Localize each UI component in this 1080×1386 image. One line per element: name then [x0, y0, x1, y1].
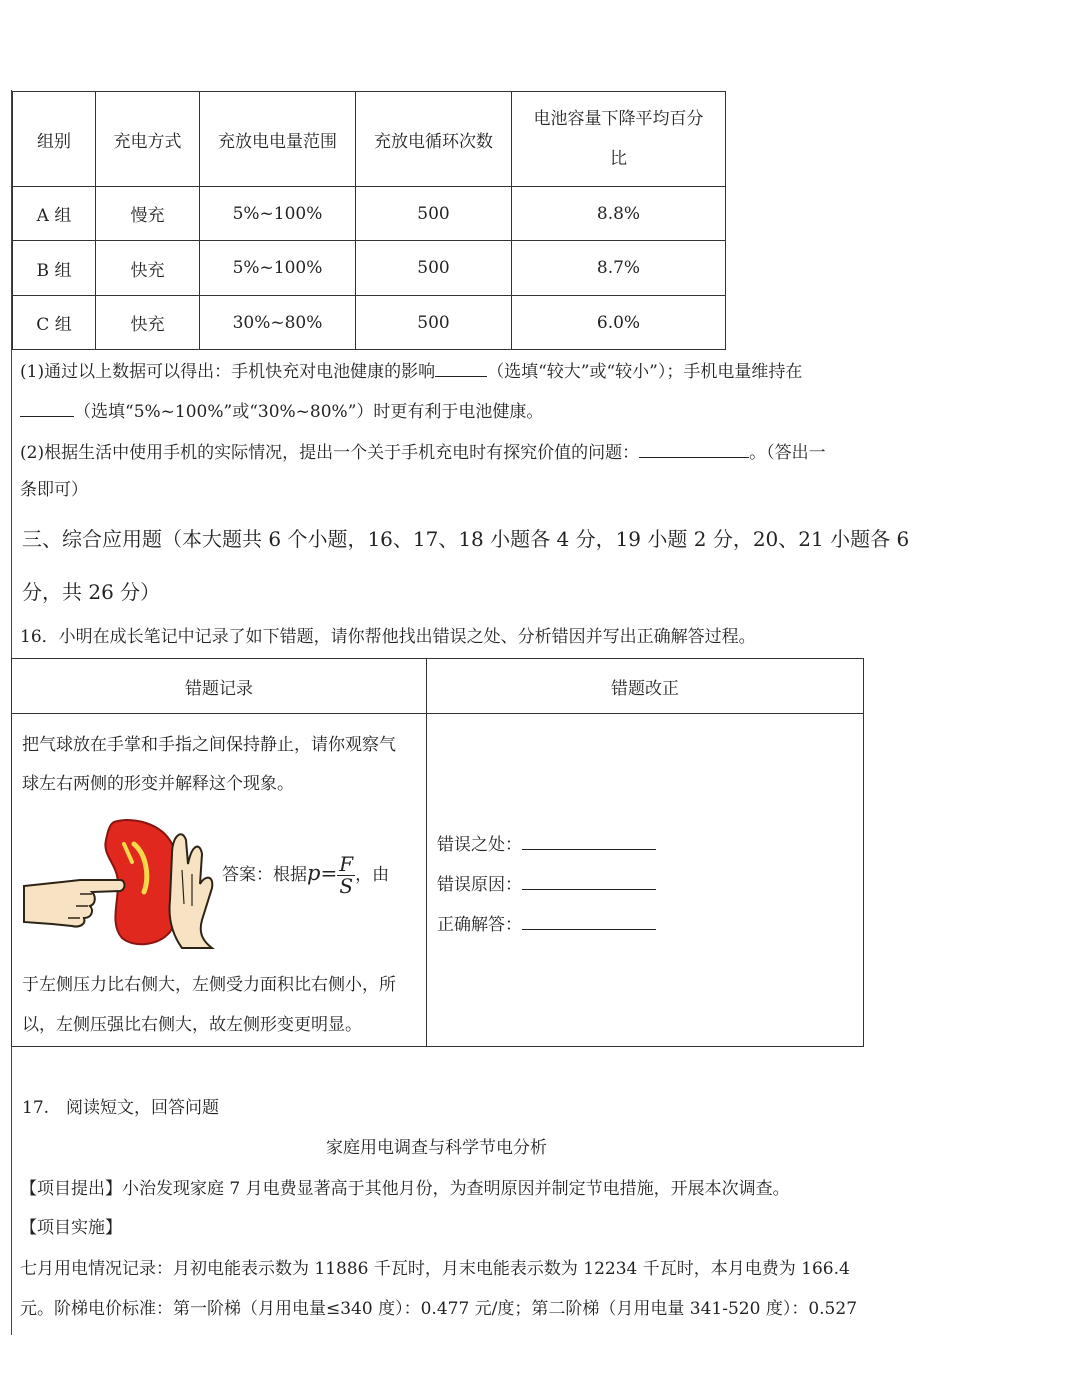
table-cell: 慢充	[96, 187, 200, 241]
table-row	[13, 241, 726, 296]
answer-blank[interactable]	[435, 362, 487, 377]
header-cell: 充放电循环次数	[356, 92, 512, 187]
table-cell: 8.7%	[512, 241, 726, 296]
answer-line2: 于左侧压力比右侧大，左侧受力面积比右侧小，所	[22, 975, 396, 995]
formula-equals: =	[320, 861, 338, 885]
header-cell	[512, 92, 726, 187]
table-cell: 快充	[96, 241, 200, 296]
problem-line2: 球左右两侧的形变并解释这个现象。	[22, 774, 294, 794]
header-cell: 组别	[13, 92, 96, 187]
q17-para3: 七月用电情况记录：月初电能表示数为 11886 千瓦时，月末电能表示数为 12234 千瓦时，本月电费为 166.4	[20, 1259, 850, 1279]
answer-line1	[222, 854, 389, 897]
table-row	[13, 296, 726, 350]
table-cell: 5%~100%	[200, 241, 356, 296]
q17-para2: 【项目实施】	[20, 1218, 122, 1238]
charging-data-table	[12, 91, 726, 350]
answer-blank[interactable]	[522, 875, 656, 890]
error-record-cell	[12, 714, 427, 1047]
table-cell: 500	[356, 241, 512, 296]
table-cell: 6.0%	[512, 296, 726, 350]
q16-stem: 16．小明在成长笔记中记录了如下错题，请你帮他找出错误之处、分析错因并写出正确解答过程。	[20, 627, 756, 647]
answer-line3: 以，左侧压强比右侧大，故左侧形变更明显。	[22, 1015, 362, 1035]
formula-p: p	[307, 861, 321, 885]
answer-blank[interactable]	[522, 915, 656, 930]
fix-reason-row	[437, 870, 656, 895]
answer-text: ，由	[355, 865, 390, 885]
q15-part2-line1	[20, 443, 826, 462]
table-cell: 8.8%	[512, 187, 726, 241]
q15-part1-line1	[20, 362, 802, 381]
q17-stem: 17. 阅读短文，回答问题	[22, 1098, 220, 1118]
header-cell: 充放电电量范围	[200, 92, 356, 187]
formula-denominator: S	[339, 874, 354, 898]
table-cell: 500	[356, 187, 512, 241]
q15-text: （选填“5%~100%”或“30%~80%”）时更有利于电池健康。	[74, 402, 544, 422]
fix-label: 正确解答：	[437, 915, 522, 935]
table-cell: 500	[356, 296, 512, 350]
answer-blank[interactable]	[522, 835, 656, 850]
col-header-correction: 错题改正	[427, 659, 864, 714]
table-cell: 快充	[96, 296, 200, 350]
balloon-hand-illustration	[22, 814, 217, 949]
correction-cell	[427, 714, 864, 1047]
pressure-formula-fraction	[337, 854, 355, 897]
section3-heading-line1: 三、综合应用题（本大题共 6 个小题，16、17、18 小题各 4 分，19 小题 2 分，20、21 小题各 6	[22, 527, 910, 551]
q15-part1-line2	[20, 402, 543, 421]
table-cell: 5%~100%	[200, 187, 356, 241]
problem-line1: 把气球放在手掌和手指之间保持静止，请你观察气	[22, 735, 396, 755]
q15-text: 。（答出一	[749, 443, 826, 463]
q17-para1: 【项目提出】小治发现家庭 7 月电费显著高于其他月份，为查明原因并制定节电措施，开展本次调查。	[20, 1179, 790, 1199]
answer-blank[interactable]	[639, 443, 749, 458]
fix-correct-row	[437, 910, 656, 935]
fix-label: 错误原因：	[437, 875, 522, 895]
error-correction-table	[11, 658, 864, 1047]
table-cell: A 组	[13, 187, 96, 241]
table-row	[13, 187, 726, 241]
table-header-row	[13, 92, 726, 187]
table-row	[12, 714, 864, 1047]
fix-error-row	[437, 830, 656, 855]
header-text: 电池容量下降平均百分	[533, 109, 704, 129]
q15-text: (1)通过以上数据可以得出：手机快充对电池健康的影响	[20, 362, 436, 382]
q17-para4: 元。阶梯电价标准：第一阶梯（月用电量≤340 度）：0.477 元/度；第二阶梯（月用电量 341-520 度）：0.527	[20, 1299, 858, 1319]
section3-heading-line2: 分，共 26 分）	[22, 580, 161, 604]
answer-blank[interactable]	[20, 402, 74, 417]
table-cell: B 组	[13, 241, 96, 296]
header-text: 比	[610, 149, 627, 169]
col-header-record: 错题记录	[12, 659, 427, 714]
formula-numerator: F	[339, 852, 354, 876]
table-cell: 30%~80%	[200, 296, 356, 350]
q17-title: 家庭用电调查与科学节电分析	[326, 1138, 547, 1158]
table-cell: C 组	[13, 296, 96, 350]
answer-text: 答案：根据	[222, 865, 307, 885]
table-header-row	[12, 659, 864, 714]
q15-text: （选填“较大”或“较小”）；手机电量维持在	[487, 362, 803, 382]
q15-part2-line2: 条即可）	[20, 480, 88, 500]
fix-label: 错误之处：	[437, 835, 522, 855]
header-cell: 充电方式	[96, 92, 200, 187]
q15-text: (2)根据生活中使用手机的实际情况，提出一个关于手机充电时有探究价值的问题：	[20, 443, 640, 463]
